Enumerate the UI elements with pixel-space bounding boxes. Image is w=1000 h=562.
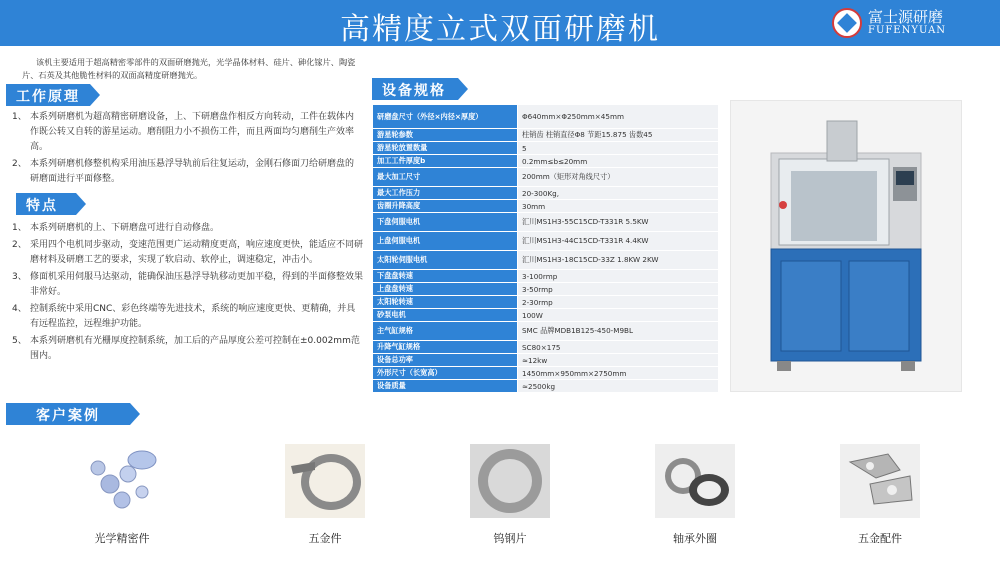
table-row — [373, 129, 719, 142]
page-title: 高精度立式双面研磨机 — [340, 12, 660, 47]
spec-key-cell: 加工工件厚度b — [373, 155, 518, 168]
spec-value-cell: ≈12kw — [518, 354, 719, 367]
table-row — [373, 105, 719, 129]
spec-value-cell: 30mm — [518, 200, 719, 213]
optical-parts-image — [82, 444, 162, 518]
spec-key-cell: 外形尺寸（长宽高） — [373, 367, 518, 380]
table-row — [373, 232, 719, 251]
header-bar — [0, 0, 1000, 46]
spec-key-cell: 设备质量 — [373, 380, 518, 393]
case-item-hardware — [265, 444, 385, 544]
spec-value-cell: 2-30rmp — [518, 296, 719, 309]
spec-key-cell: 游星轮放置数量 — [373, 142, 518, 155]
spec-key-cell: 主气缸规格 — [373, 322, 518, 341]
base-door-right — [849, 261, 909, 351]
spec-key-cell: 游星轮参数 — [373, 129, 518, 142]
arrow-shape-icon — [76, 193, 86, 215]
table-row — [373, 322, 719, 341]
list-item — [8, 157, 358, 187]
machine-illustration — [731, 101, 963, 393]
case-item-bearing — [635, 444, 755, 544]
case-label: 轴承外圈 — [673, 532, 717, 545]
spec-value-cell: 3-100rmp — [518, 270, 719, 283]
list-item — [8, 302, 363, 332]
section-heading-spec — [372, 78, 458, 100]
spec-value-cell: 3-50rmp — [518, 283, 719, 296]
spec-key-cell: 研磨盘尺寸（外径×内径×厚度） — [373, 105, 518, 129]
spec-value-cell: 汇川MS1H3-44C15CD-T331R 4.4KW — [518, 232, 719, 251]
spec-key-cell: 设备总功率 — [373, 354, 518, 367]
arrow-shape-icon — [458, 78, 468, 100]
spec-value-cell: Φ640mm×Φ250mm×45mm — [518, 105, 719, 129]
logo-emblem-icon — [832, 8, 862, 38]
spec-value-cell: 汇川MS1H3-18C15CD-33Z 1.8KW 2KW — [518, 251, 719, 270]
list-item — [8, 221, 363, 236]
table-row — [373, 367, 719, 380]
emergency-stop-icon — [779, 201, 787, 209]
table-row — [373, 309, 719, 322]
machine-chamber — [791, 171, 877, 241]
section-heading-case — [6, 403, 130, 425]
table-row — [373, 296, 719, 309]
spec-key-cell: 太阳轮转速 — [373, 296, 518, 309]
table-row — [373, 155, 719, 168]
hardware-fittings-image — [840, 444, 920, 518]
spec-value-cell: 柱销齿 柱销直径Φ8 节距15.875 齿数45 — [518, 129, 719, 142]
machine-photo — [730, 100, 962, 392]
section-heading-label: 工作原理 — [16, 89, 80, 105]
section-heading-principle — [6, 84, 90, 106]
machine-foot — [777, 361, 791, 371]
principle-list — [8, 110, 358, 189]
case-label: 钨钢片 — [493, 532, 527, 545]
list-item-number: 5、 — [12, 336, 27, 346]
case-label: 五金配件 — [858, 532, 902, 545]
list-item-text: 本系列研磨机有光栅厚度控制系统，加工后的产品厚度公差可控制在±0.002mm范围内。 — [30, 336, 360, 361]
list-item-text: 本系列研磨机的上、下研磨盘可进行自动修盘。 — [30, 223, 220, 233]
section-heading-feature — [16, 193, 76, 215]
list-item-text: 控制系统中采用CNC、彩色终端等先进技术，系统的响应速度更快、更精确，并具有远程监控，远程维护功能。 — [30, 304, 356, 329]
spec-value-cell: 20-300Kg, — [518, 187, 719, 200]
list-item-text: 采用四个电机同步驱动，变速范围更广运动精度更高，响应速度更快，能适应不同研磨材料及研磨工艺的要求，实现了软启动、软停止，调速稳定，冲击小。 — [30, 240, 364, 265]
table-row — [373, 142, 719, 155]
case-item-optical — [62, 444, 182, 544]
case-label: 光学精密件 — [94, 532, 150, 545]
list-item-number: 1、 — [12, 223, 27, 233]
spec-value-cell: 汇川MS1H3-55C15CD-T331R 5.5KW — [518, 213, 719, 232]
machine-foot — [901, 361, 915, 371]
table-row — [373, 380, 719, 393]
list-item-number: 2、 — [12, 159, 27, 169]
table-row — [373, 168, 719, 187]
spec-key-cell: 升降气缸规格 — [373, 341, 518, 354]
table-row — [373, 283, 719, 296]
spec-key-cell: 最大加工尺寸 — [373, 168, 518, 187]
spec-value-cell: ≈2500kg — [518, 380, 719, 393]
spec-value-cell: SMC 品牌MDB1B125-450-M9BL — [518, 322, 719, 341]
table-row — [373, 200, 719, 213]
spec-value-cell: 1450mm×950mm×2750mm — [518, 367, 719, 380]
section-heading-label: 特点 — [26, 198, 58, 214]
spec-value-cell: 5 — [518, 142, 719, 155]
list-item — [8, 238, 363, 268]
list-item-text: 修面机采用伺服马达驱动，能确保油压悬浮导轨移动更加平稳，得到的半面修整效果非常好。 — [30, 272, 364, 297]
section-heading-label: 客户案例 — [36, 408, 100, 424]
spec-value-cell: SC80×175 — [518, 341, 719, 354]
hardware-part-image — [285, 444, 365, 518]
spec-value-cell: 0.2mm≤b≤20mm — [518, 155, 719, 168]
spec-table — [372, 104, 719, 393]
list-item-text: 本系列研磨机修整机构采用油压悬浮导轨前后往复运动，金刚石修面刀给研磨盘的研磨面进行平面修整。 — [30, 159, 355, 184]
control-screen — [896, 171, 914, 185]
list-item-number: 4、 — [12, 304, 27, 314]
spec-key-cell: 太阳轮伺服电机 — [373, 251, 518, 270]
list-item — [8, 334, 363, 364]
spec-key-cell: 下盘盘转速 — [373, 270, 518, 283]
table-row — [373, 213, 719, 232]
spec-value-cell: 100W — [518, 309, 719, 322]
tungsten-steel-image — [470, 444, 550, 518]
arrow-shape-icon — [130, 403, 140, 425]
spec-key-cell: 下盘伺服电机 — [373, 213, 518, 232]
case-item-fittings — [820, 444, 940, 544]
table-row — [373, 251, 719, 270]
logo-name-cn: 富士源研磨 — [868, 8, 944, 26]
table-row — [373, 187, 719, 200]
table-row — [373, 354, 719, 367]
feature-list — [8, 221, 363, 366]
spec-value-cell: 200mm（矩形对角线尺寸） — [518, 168, 719, 187]
spec-key-cell: 最大工作压力 — [373, 187, 518, 200]
table-row — [373, 341, 719, 354]
spec-key-cell: 砂泵电机 — [373, 309, 518, 322]
spec-key-cell: 上盘伺服电机 — [373, 232, 518, 251]
spec-key-cell: 齿圈升降高度 — [373, 200, 518, 213]
bearing-ring-image — [655, 444, 735, 518]
list-item-number: 2、 — [12, 240, 27, 250]
case-label: 五金件 — [308, 532, 342, 545]
table-row — [373, 270, 719, 283]
list-item-text: 本系列研磨机为超高精密研磨设备，上、下研磨盘作相反方向转动，工件在载体内作既公转又自转的游星运动。磨削阻力小不损伤工件，而且两面均匀磨削生产效率高。 — [30, 112, 355, 152]
list-item — [8, 110, 358, 155]
list-item-number: 1、 — [12, 112, 27, 122]
list-item — [8, 270, 363, 300]
section-heading-label: 设备规格 — [382, 83, 446, 99]
arrow-shape-icon — [90, 84, 100, 106]
intro-paragraph: 该机主要适用于超高精密零部件的双面研磨抛光，光学晶体材料、硅片、砷化镓片、陶瓷片、石英及其他脆性材料的双面高精度研磨抛光。 — [22, 57, 356, 80]
machine-top-cylinder — [827, 121, 857, 161]
list-item-number: 3、 — [12, 272, 27, 282]
logo-name-en: FUFENYUAN — [868, 25, 947, 36]
case-item-tungsten — [450, 444, 570, 544]
spec-key-cell: 上盘盘转速 — [373, 283, 518, 296]
base-door-left — [781, 261, 841, 351]
company-logo — [832, 6, 982, 40]
